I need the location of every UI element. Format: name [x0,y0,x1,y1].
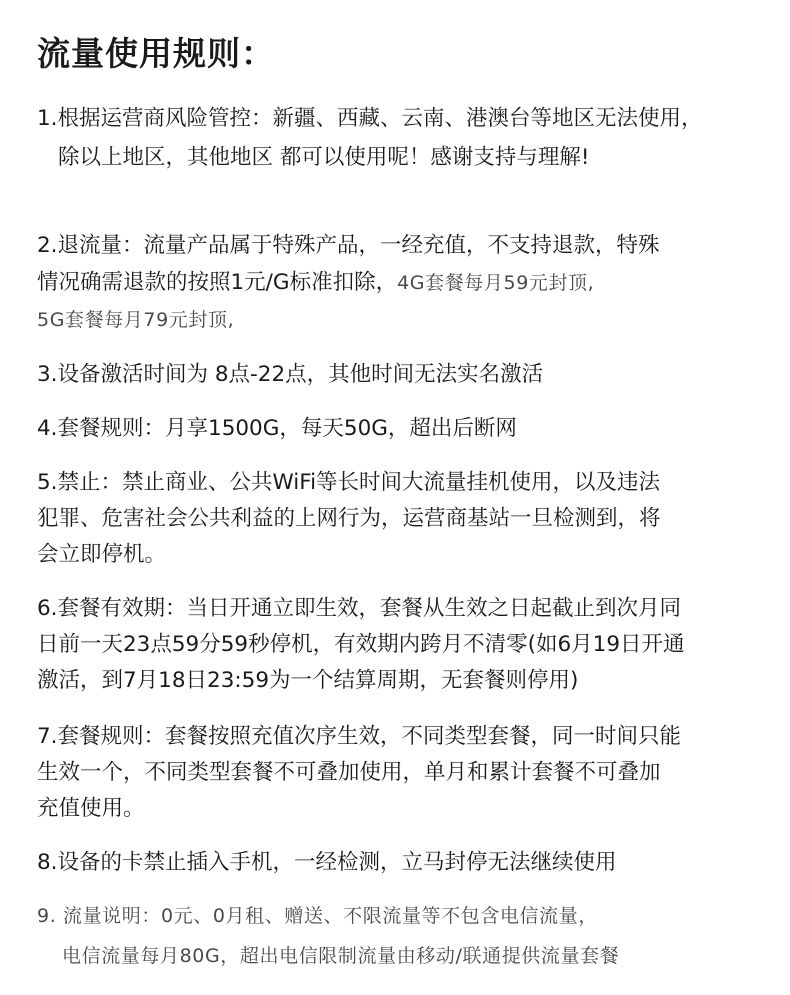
rule-1-line-1: 1.根据运营商风险管控：新疆、西藏、云南、港澳台等地区无法使用， [37,106,703,131]
rule-2-line-1: 2.退流量：流量产品属于特殊产品，一经充值，不支持退款，特殊 [37,233,660,258]
rule-6-line-1: 6.套餐有效期：当日开通立即生效，套餐从生效之日起截止到次月同 [37,596,682,621]
rule-4-line-1: 4.套餐规则：月享1500G，每天50G，超出后断网 [37,416,517,441]
rule-2-4g-cap: 4G套餐每月59元封顶, [397,272,595,294]
rule-7-line-3: 充值使用。 [37,796,145,821]
rule-7-line-1: 7.套餐规则：套餐按照充值次序生效，不同类型套餐，同一时间只能 [37,724,682,749]
rule-5-line-3: 会立即停机。 [37,542,167,567]
page-title: 流量使用规则： [37,34,275,73]
rule-6-line-3: 激活，到7月18日23:59为一个结算周期，无套餐则停用) [37,668,579,693]
rule-2-line-2-text: 情况确需退款的按照1元/G标准扣除， [37,270,398,295]
rule-6-line-2: 日前一天23点59分59秒停机，有效期内跨月不清零(如6月19日开通 [37,632,685,657]
rule-9-line-1: 9. 流量说明：0元、0月租、赠送、不限流量等不包含电信流量， [37,905,598,927]
rule-3-line-1: 3.设备激活时间为 8点-22点，其他时间无法实名激活 [37,362,544,387]
rule-7-line-2: 生效一个，不同类型套餐不可叠加使用，单月和累计套餐不可叠加 [37,760,661,785]
rule-5-line-2: 犯罪、危害社会公共利益的上网行为，运营商基站一旦检测到，将 [37,506,661,531]
rule-2-line-3: 5G套餐每月79元封顶, [37,309,235,331]
rule-5-line-1: 5.禁止：禁止商业、公共WiFi等长时间大流量挂机使用，以及违法 [37,470,661,495]
rule-2-line-2 [37,268,594,298]
rule-1-line-2: 除以上地区，其他地区 都可以使用呢！感谢支持与理解! [58,145,590,170]
rule-9-line-2: 电信流量每月80G，超出电信限制流量由移动/联通提供流量套餐 [62,945,620,967]
rule-8-line-1: 8.设备的卡禁止插入手机，一经检测，立马封停无法继续使用 [37,850,617,875]
